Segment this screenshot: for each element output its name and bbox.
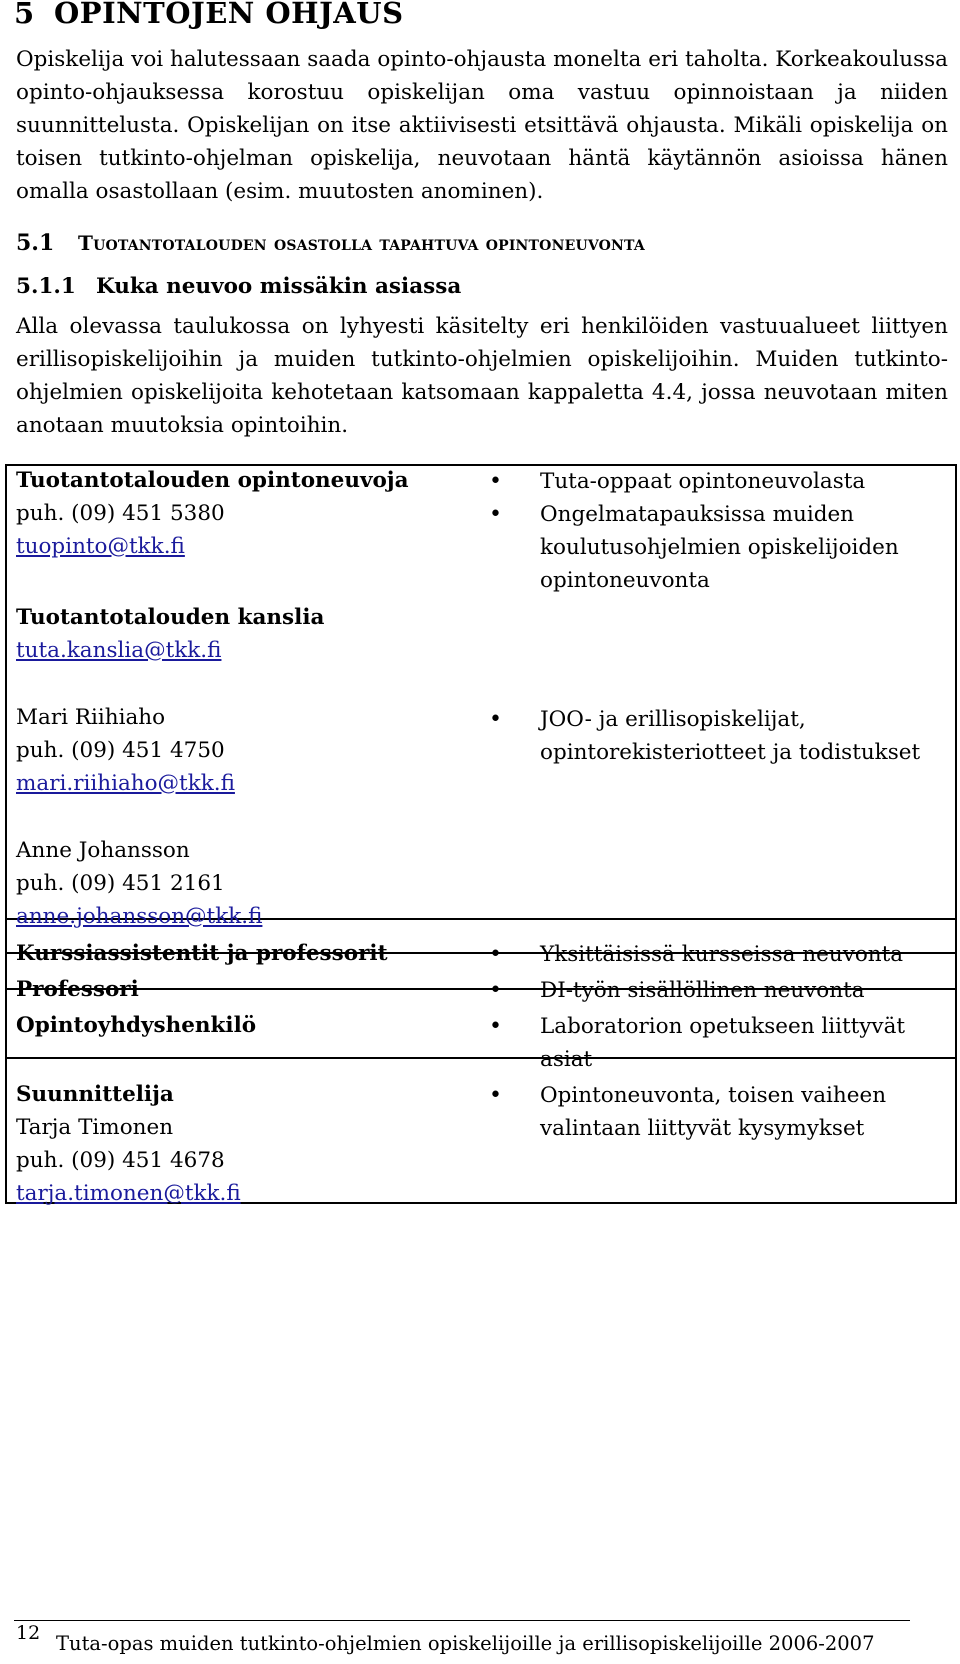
bullet-continuation: asiat bbox=[540, 1047, 593, 1072]
advisor-phone: puh. (09) 451 5380 bbox=[16, 501, 225, 526]
bullet-item: • DI-työn sisällöllinen neuvonta bbox=[480, 974, 865, 1007]
planner-email-link[interactable]: tarja.timonen@tkk.fi bbox=[16, 1181, 241, 1206]
footer-title: Tuta-opas muiden tutkinto-ohjelmien opiskelijoille ja erillisopiskelijoille 2006-2007 bbox=[56, 1632, 875, 1655]
person2-phone: puh. (09) 451 2161 bbox=[16, 871, 225, 896]
person2-name: Anne Johansson bbox=[16, 838, 190, 863]
course-assistants-title: Kurssiassistentit ja professorit bbox=[16, 941, 388, 966]
advisor-responsibilities bbox=[480, 465, 899, 597]
chapter-number: 5 bbox=[14, 0, 35, 30]
bullet-item: • Opintoneuvonta, toisen vaiheen bbox=[480, 1079, 886, 1112]
contact-person-responsibilities bbox=[480, 1010, 905, 1076]
planner-name: Tarja Timonen bbox=[16, 1115, 174, 1140]
person1-name: Mari Riihiaho bbox=[16, 705, 166, 730]
page-number: 12 bbox=[16, 1622, 41, 1644]
bullet-continuation: koulutusohjelmien opiskelijoiden bbox=[540, 535, 899, 560]
contact-person-title: Opintoyhdyshenkilö bbox=[16, 1013, 257, 1038]
office-responsibilities bbox=[480, 703, 920, 769]
planner-phone: puh. (09) 451 4678 bbox=[16, 1148, 225, 1173]
subsection-heading bbox=[16, 274, 461, 299]
bullet-item: • Laboratorion opetukseen liittyvät bbox=[480, 1010, 905, 1043]
bullet-item: • Tuta-oppaat opintoneuvolasta bbox=[480, 465, 899, 498]
chapter-title: OPINTOJEN OHJAUS bbox=[54, 0, 404, 30]
subsection-title: Kuka neuvoo missäkin asiassa bbox=[96, 274, 462, 299]
chapter-intro: Opiskelija voi halutessaan saada opinto-ohjausta monelta eri taholta. Korkeakoulussa opinto-ohjauksessa korostuu opiskelijan oma vastuu opinnoistaan ja niiden suunnittelusta. Opiskelijan on itse aktiivisesti etsittävä ohjausta. Mikäli opiskelija on toisen tutkinto-ohjelman opiskelija, neuvotaan häntä käytännön asioissa hänen omalla osastollaan (esim. muutosten anominen). bbox=[16, 47, 948, 204]
professor-title: Professori bbox=[16, 977, 139, 1002]
footer-rule bbox=[14, 1620, 910, 1621]
bullet-item: • Yksittäisissä kursseissa neuvonta bbox=[480, 938, 903, 971]
person1-phone: puh. (09) 451 4750 bbox=[16, 738, 225, 763]
bullet-continuation: opintorekisteriotteet ja todistukset bbox=[540, 740, 921, 765]
course-assistants-responsibilities bbox=[480, 938, 903, 971]
advisor-email-link[interactable]: tuopinto@tkk.fi bbox=[16, 534, 185, 559]
advisor-title: Tuotantotalouden opintoneuvoja bbox=[16, 468, 409, 493]
subsection-number: 5.1.1 bbox=[16, 274, 76, 299]
bullet-continuation: valintaan liittyvät kysymykset bbox=[540, 1116, 865, 1141]
section-title: Tuotantotalouden osastolla tapahtuva opintoneuvonta bbox=[78, 231, 645, 255]
person1-email-link[interactable]: mari.riihiaho@tkk.fi bbox=[16, 771, 235, 796]
bullet-continuation: opintoneuvonta bbox=[540, 568, 710, 593]
professor-responsibilities bbox=[480, 974, 865, 1007]
chapter-heading bbox=[14, 0, 404, 30]
section-heading bbox=[16, 230, 645, 256]
office-email-link[interactable]: tuta.kanslia@tkk.fi bbox=[16, 638, 222, 663]
planner-responsibilities bbox=[480, 1079, 886, 1145]
bullet-item: • JOO- ja erillisopiskelijat, bbox=[480, 703, 920, 736]
person2-email-link[interactable]: anne.johansson@tkk.fi bbox=[16, 904, 263, 929]
bullet-item: • Ongelmatapauksissa muiden bbox=[480, 498, 899, 531]
subsection-text: Alla olevassa taulukossa on lyhyesti käsitelty eri henkilöiden vastuualueet liittyen erillisopiskelijoihin ja muiden tutkinto-ohjelmien opiskelijoihin. Muiden tutkinto-ohjelmien opiskelijoita kehotetaan katsomaan kappaletta 4.4, jossa neuvotaan miten anotaan muutoksia opintoihin. bbox=[16, 314, 948, 438]
section-number: 5.1 bbox=[16, 230, 55, 256]
office-title: Tuotantotalouden kanslia bbox=[16, 605, 325, 630]
planner-title: Suunnittelija bbox=[16, 1082, 174, 1107]
